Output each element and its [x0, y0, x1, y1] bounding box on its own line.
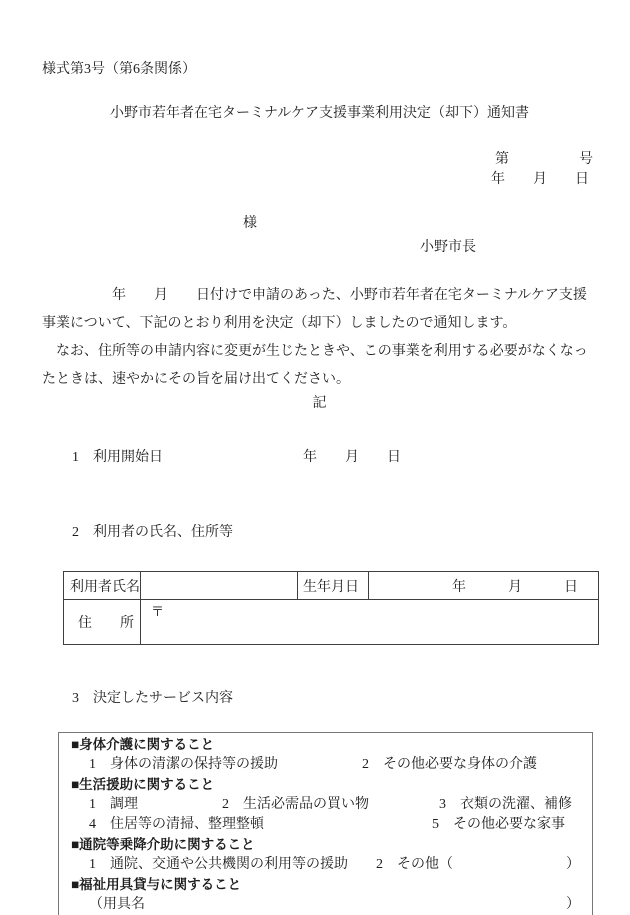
service-item-text: 1 通院、交通や公共機関の利用等の援助 2 その他（: [89, 857, 453, 872]
body-line-1: 年 月 日付けで申請のあった、小野市若年者在宅ターミナルケア支援: [42, 288, 587, 303]
section-1-label: 利用開始日: [93, 450, 163, 465]
postal-mark: 〒: [151, 604, 165, 619]
table-row-name: [64, 572, 599, 600]
birth-date-placeholder-cell: 年 月 日: [369, 572, 599, 600]
record-marker: 記: [312, 396, 327, 411]
section-3-number: 3: [72, 691, 79, 706]
start-date-placeholder: 年 月 日: [303, 450, 401, 465]
paren-close: ）: [566, 897, 580, 912]
section-1-heading: [58, 428, 597, 488]
issue-date-line: 年 月 日: [491, 172, 589, 187]
address-value-cell: [141, 600, 599, 645]
user-info-table: [63, 571, 599, 645]
services-box: [58, 732, 593, 915]
service-category-life-support: ■生活援助に関すること: [71, 777, 215, 792]
section-3-label: 決定したサービス内容: [93, 691, 233, 706]
section-2-number: 2: [72, 525, 79, 540]
body-line-2: 事業について、下記のとおり利用を決定（却下）しましたので通知します。: [42, 316, 517, 331]
body-paragraph: [42, 282, 597, 394]
service-item-text: 1 調理 2 生活必需品の買い物 3 衣類の洗濯、補修: [89, 797, 572, 812]
form-number-label: 様式第3号（第6条関係）: [42, 62, 196, 77]
name-label-cell: 利用者氏名: [64, 572, 141, 600]
document-title: 小野市若年者在宅ターミナルケア支援事業利用決定（却下）通知書: [109, 106, 530, 121]
address-label-cell: 住 所: [64, 600, 141, 645]
service-item-line: [59, 755, 586, 775]
paren-close: ）: [566, 857, 580, 872]
birth-label-cell: 生年月日: [298, 572, 369, 600]
service-item-line: [59, 795, 586, 815]
section-2-label: 利用者の氏名、住所等: [93, 525, 233, 540]
body-line-3: なお、住所等の申請内容に変更が生じたときや、この事業を利用する必要がなくなっ: [42, 344, 588, 359]
document-number-line: 第 号: [495, 152, 593, 167]
service-category-physical-care: ■身体介護に関すること: [71, 737, 215, 752]
service-category-transport-assist: ■通院等乗降介助に関すること: [71, 837, 255, 852]
service-item-text: 4 住居等の清掃、整理整頓 5 その他必要な家事: [89, 817, 565, 832]
section-2-heading: [58, 503, 597, 563]
service-item-text: （用具名: [89, 897, 145, 912]
section-1-number: 1: [72, 450, 79, 465]
sender-line: 小野市長: [420, 240, 476, 255]
service-item-text: 1 身体の清潔の保持等の援助 2 その他必要な身体の介護: [89, 757, 537, 772]
service-category-welfare-equipment: ■福祉用具貸与に関すること: [71, 877, 242, 892]
table-row-address: [64, 600, 599, 645]
service-item-line: [59, 815, 586, 835]
addressee-line: [42, 214, 597, 234]
section-3-heading: [58, 669, 597, 729]
body-line-4: たときは、速やかにその旨を届け出てください。: [42, 372, 350, 387]
addressee-suffix: 様: [243, 216, 257, 231]
service-item-line: [59, 855, 586, 875]
name-value-cell: [141, 572, 298, 600]
service-item-line: [59, 895, 586, 915]
